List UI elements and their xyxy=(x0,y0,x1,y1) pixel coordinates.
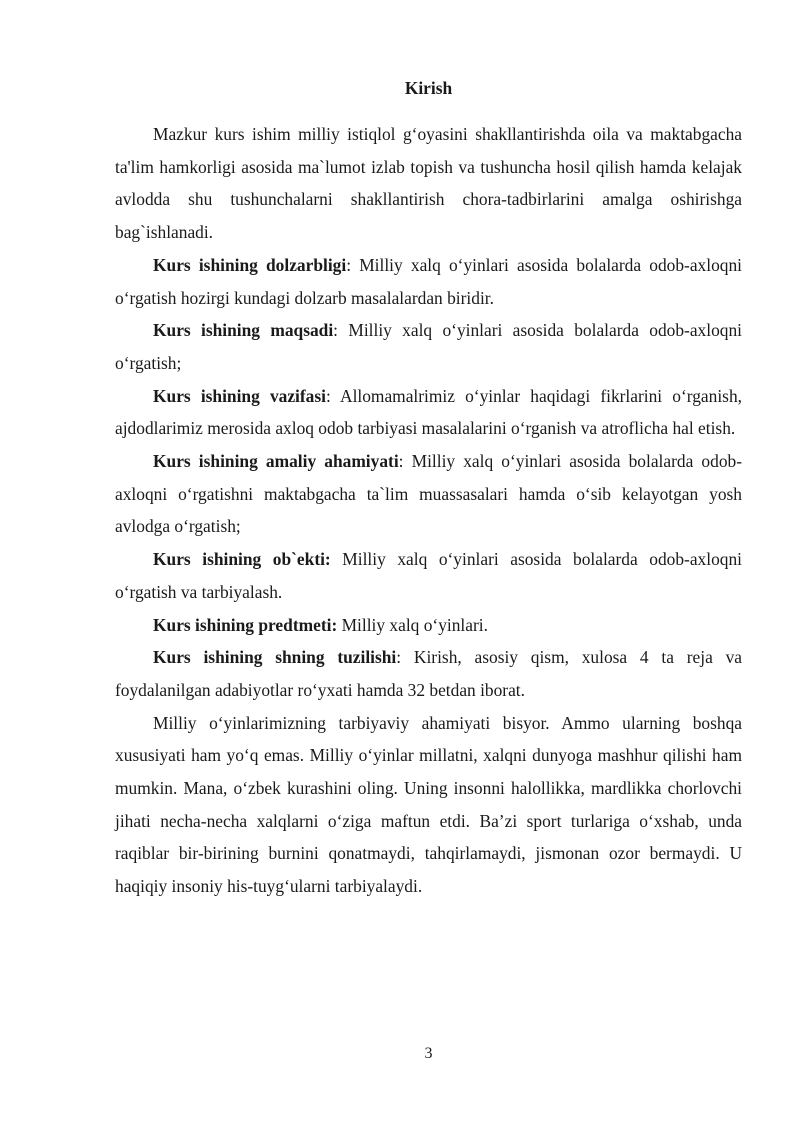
paragraph-separator: : xyxy=(396,647,402,668)
paragraph-subject xyxy=(115,609,742,642)
paragraph-goal xyxy=(115,314,742,379)
paragraph-separator: : xyxy=(398,451,404,472)
paragraph-lead: Kurs ishining maqsadi xyxy=(153,320,334,341)
paragraph-text: Kirish, asosiy qism, xulosa 4 ta reja va foydalanilgan adabiyotlar ro‘yxati hamda 32 betdan iborat. xyxy=(115,647,742,700)
paragraph-practical-value xyxy=(115,445,742,543)
paragraph-national-games xyxy=(115,707,742,903)
paragraph-text: Allomamalrimiz o‘yinlar haqidagi fikrlarini o‘rganish, ajdodlarimiz merosida axloq odob tarbiyasi masalalarini o‘rganish va atroflicha hal etish. xyxy=(115,385,742,439)
paragraph-separator: : xyxy=(333,320,339,341)
body-text xyxy=(115,118,742,903)
paragraph-text: Milliy xalq o‘yinlari. xyxy=(337,614,488,635)
paragraph-text: Milliy xalq o‘yinlari asosida bolalarda odob-axloqni o‘rgatish; xyxy=(115,320,742,373)
paragraph-lead: Kurs ishining ob`ekti: xyxy=(153,549,331,570)
paragraph-separator: : xyxy=(346,254,352,275)
paragraph-lead: Kurs ishining shning tuzilishi xyxy=(153,647,397,668)
paragraph-separator: : xyxy=(325,385,331,406)
paragraph-tasks xyxy=(115,380,742,445)
page-number: 3 xyxy=(424,1045,433,1062)
paragraph-structure xyxy=(115,641,742,706)
paragraph-relevance xyxy=(115,249,742,314)
paragraph-text: Milliy o‘yinlarimizning tarbiyaviy ahamiyati bisyor. Ammo ularning boshqa xususiyati ham yo‘q emas. Milliy o‘yinlar millatni, xalqni dunyoga mashhur qilishi ham mumkin. Mana, o‘zbek kurashini oling. Uning insonni halollikka, mardlikka chorlovchi jihati necha-necha xalqlarni o‘ziga maftun etdi. Ba’zi sport turlariga o‘xshab, unda raqiblar bir-birining burnini qonatmaydi, tahqirlamaydi, jismonan ozor bermaydi. U haqiqiy insoniy his-tuyg‘ularni tarbiyalaydi. xyxy=(115,712,742,897)
paragraph-text: Milliy xalq o‘yinlari asosida bolalarda odob-axloqni o‘rgatishni maktabgacha ta`lim muassasalari hamda o‘sib kelayotgan yosh avlodga o‘rgatish; xyxy=(115,451,742,537)
paragraph-text: Mazkur kurs ishim milliy istiqlol g‘oyasini shakllantirishda oila va maktabgacha ta'lim hamkorligi asosida ma`lumot izlab topish va tushuncha hosil qilish hamda kelajak avlodda shu tushunchalarni shakllantirish chora-tadbirlarini amalga oshirishga bag`ishlanadi. xyxy=(115,124,742,243)
paragraph-object xyxy=(115,543,742,608)
paragraph-lead: Kurs ishining vazifasi xyxy=(153,385,326,406)
paragraph-intro xyxy=(115,118,742,249)
paragraph-lead: Kurs ishining dolzarbligi xyxy=(153,254,347,275)
section-title: Kirish xyxy=(404,78,453,98)
paragraph-text: Milliy xalq o‘yinlari asosida bolalarda odob-axloqni o‘rgatish hozirgi kundagi dolzarb masalalardan biridir. xyxy=(115,254,742,308)
paragraph-lead: Kurs ishining predtmeti: xyxy=(153,614,338,635)
paragraph-lead: Kurs ishining amaliy ahamiyati xyxy=(153,451,399,472)
paragraph-text: Milliy xalq o‘yinlari asosida bolalarda odob-axloqni o‘rgatish va tarbiyalash. xyxy=(115,549,742,602)
